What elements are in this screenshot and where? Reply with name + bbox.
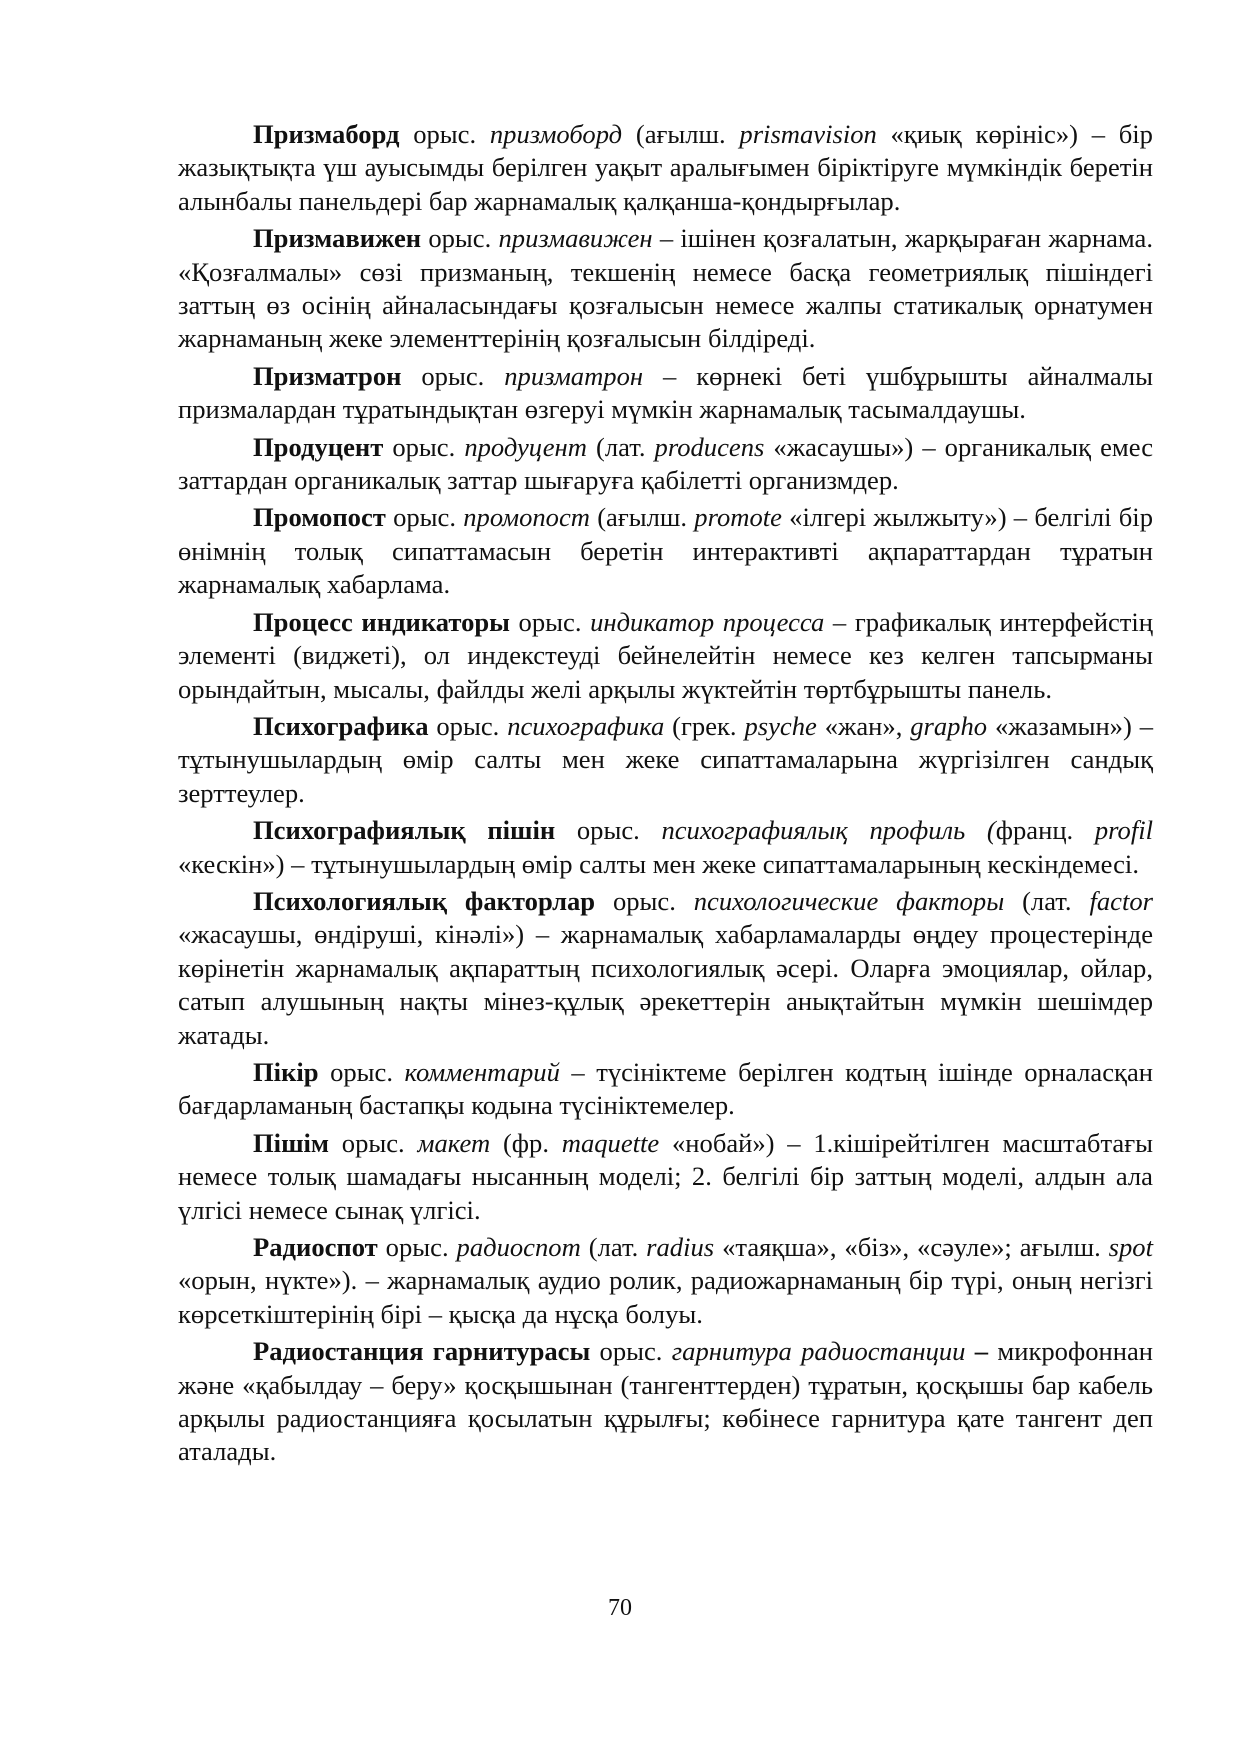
entry-text: орыс. — [318, 1056, 405, 1087]
dictionary-entry — [178, 360, 1153, 427]
entry-italic-term: prismavision — [739, 119, 877, 149]
entry-italic-term: profil — [1094, 815, 1153, 846]
entry-italic-term: factor — [1089, 885, 1153, 916]
entry-term: Пікір — [253, 1056, 319, 1087]
entry-term: Призмаборд — [253, 119, 400, 149]
entry-term: Радиоспот — [253, 1232, 378, 1262]
entry-term: Процесс индикаторы — [253, 606, 510, 637]
dictionary-entry — [178, 606, 1153, 706]
entry-term: Пішім — [253, 1127, 330, 1158]
dictionary-entry — [178, 431, 1153, 498]
entry-term: Призматрон — [253, 360, 402, 391]
entry-bold-text: – — [965, 1336, 998, 1367]
entry-italic-term: grapho — [910, 710, 988, 741]
entry-italic-term: призмавижен — [498, 223, 653, 254]
entry-term: Продуцент — [253, 431, 384, 462]
entry-text: орыс. — [509, 606, 591, 637]
entry-text: «ілгері жылжыту») – белгілі бір өнімнің толық сипаттамасын беретін интерактивті ақпараттардан тұратын жарнамалық хабарлама. — [178, 502, 1153, 600]
entry-list — [178, 118, 1153, 1469]
dictionary-entry — [178, 1335, 1153, 1469]
entry-term: Радиостанция гарнитурасы — [253, 1336, 591, 1367]
entry-italic-term: психологические факторы — [693, 885, 1005, 916]
entry-text: (фр. — [490, 1127, 562, 1158]
entry-text: орыс. — [555, 815, 662, 846]
entry-italic-term: психографиялық профиль ( — [661, 815, 996, 846]
entry-text: орыс. — [401, 360, 505, 391]
entry-italic-term: радиоспот — [456, 1232, 581, 1262]
entry-text: орыс. — [377, 1232, 457, 1262]
entry-text: орыс. — [399, 119, 490, 149]
entry-term: Промопост — [253, 502, 386, 533]
entry-text: орыс. — [595, 885, 694, 916]
entry-text: «орын, нүкте»). – жарнамалық аудио ролик, радиожарнаманың бір түрі, оның негізгі көрсеткіштерінің бірі – қысқа да нұсқа болуы. — [178, 1265, 1153, 1329]
dictionary-entry — [178, 814, 1153, 881]
dictionary-entry — [178, 1056, 1153, 1123]
dictionary-entry — [178, 710, 1153, 810]
entry-text: орыс. — [329, 1127, 418, 1158]
entry-text: орыс. — [383, 431, 465, 462]
entry-text: орыс. — [428, 710, 508, 741]
entry-italic-term: комментарий — [404, 1056, 560, 1087]
entry-text: – графикалық интерфейстің элементі (виджеті), ол индекстеуді бейнелейтін немесе кез келген тапсырманы орындайтын, мысалы, файлды желі арқылы жүктейтін төртбұрышты панель. — [178, 606, 1153, 704]
entry-text: франц. — [995, 815, 1095, 846]
dictionary-page — [178, 118, 1153, 1473]
dictionary-entry — [178, 1127, 1153, 1227]
entry-text: «жасаушы, өндіруші, кінәлі») – жарнамалық хабарламаларды өңдеу процестерінде көрінетін жарнамалық ақпараттың психологиялық әсері. Оларға эмоциялар, ойлар, сатып алушының нақты мінез-құлық әрекеттерін анықтайтын мүмкін шешімдер жатады. — [178, 919, 1153, 1050]
entry-text: (лат. — [586, 431, 655, 462]
entry-term: Психографика — [253, 710, 429, 741]
dictionary-entry — [178, 118, 1153, 218]
entry-italic-term: гарнитура радиостанции — [671, 1336, 966, 1367]
entry-italic-term: призмоборд — [489, 119, 623, 149]
entry-italic-term: maquette — [561, 1127, 660, 1158]
entry-italic-term: promote — [694, 502, 782, 533]
entry-italic-term: макет — [417, 1127, 491, 1158]
entry-text: (грек. — [664, 710, 745, 741]
entry-text: «жан», — [816, 710, 911, 741]
entry-text: орыс. — [421, 223, 499, 254]
entry-text: микрофоннан және «қабылдау – беру» қосқышынан (тангенттерден) тұратын, қосқышы бар кабель арқылы радиостанцияға қосылатын құрылғы; көбінесе гарнитура қате тангент деп аталады. — [178, 1336, 1153, 1467]
entry-italic-term: spot — [1108, 1232, 1153, 1262]
entry-text: – түсініктеме берілген кодтың ішінде орналасқан бағдарламаның бастапқы кодына түсініктемелер. — [178, 1056, 1153, 1121]
entry-italic-term: psyche — [744, 710, 817, 741]
entry-italic-term: radius — [646, 1232, 715, 1262]
entry-text: (ағылш. — [589, 502, 695, 533]
dictionary-entry — [178, 1231, 1153, 1331]
entry-term: Призмавижен — [253, 223, 422, 254]
entry-text: – көрнекі беті үшбұрышты айналмалы призмалардан тұратындықтан өзгеруі мүмкін жарнамалық тасымалдаушы. — [178, 360, 1153, 425]
entry-italic-term: психографика — [507, 710, 665, 741]
entry-text: «жасаушы») – органикалық емес заттардан органикалық заттар шығаруға қабілетті организмдер. — [178, 431, 1154, 496]
entry-text: «кескін») – тұтынушылардың өмір салты мен жеке сипаттамаларының кескіндемесі. — [178, 848, 1139, 879]
entry-italic-term: призматрон — [504, 360, 644, 391]
entry-text: (лат. — [580, 1232, 647, 1262]
entry-italic-term: индикатор процесса — [590, 606, 825, 637]
entry-text: «жазамын») – тұтынушылардың өмір салты мен жеке сипаттамаларына жүргізілген сандық зерттеулер. — [178, 710, 1154, 808]
entry-text: «таяқша», «біз», «сәуле»; ағылш. — [714, 1232, 1109, 1262]
entry-text: орыс. — [385, 502, 464, 533]
entry-italic-term: продуцент — [464, 431, 587, 462]
entry-text: «қиық көрініс») – бір жазықтықта үш ауысымды берілген уақыт аралығымен біріктіруге мүмкіндік беретін алынбалы панельдері бар жарнамалық қалқанша-қондырғылар. — [178, 119, 1153, 216]
dictionary-entry — [178, 501, 1153, 601]
dictionary-entry — [178, 222, 1153, 356]
page-number: 70 — [608, 1595, 632, 1621]
entry-text: орыс. — [590, 1336, 672, 1367]
entry-text: «нобай») – 1.кішірейтілген масштабтағы немесе толық шамадағы нысанның моделі; 2. белгілі бір заттың моделі, алдын ала үлгісі немесе сынақ үлгісі. — [178, 1127, 1153, 1225]
entry-term: Психографиялық пішін — [253, 815, 556, 846]
entry-text: (ағылш. — [622, 119, 740, 149]
entry-text: (лат. — [1004, 885, 1090, 916]
entry-text: – ішінен қозғалатын, жарқыраған жарнама. «Қозғалмалы» сөзі призманың, текшенің немесе басқа геометриялық пішіндегі заттың өз осінің айналасындағы қозғалысын немесе жалпы статикалық орнатумен жарнаманың жеке элементтерінің қозғалысын білдіреді. — [178, 223, 1153, 354]
entry-italic-term: промопост — [463, 502, 590, 533]
entry-italic-term: producens — [654, 431, 765, 462]
entry-term: Психологиялық факторлар — [253, 885, 596, 916]
dictionary-entry — [178, 885, 1153, 1052]
